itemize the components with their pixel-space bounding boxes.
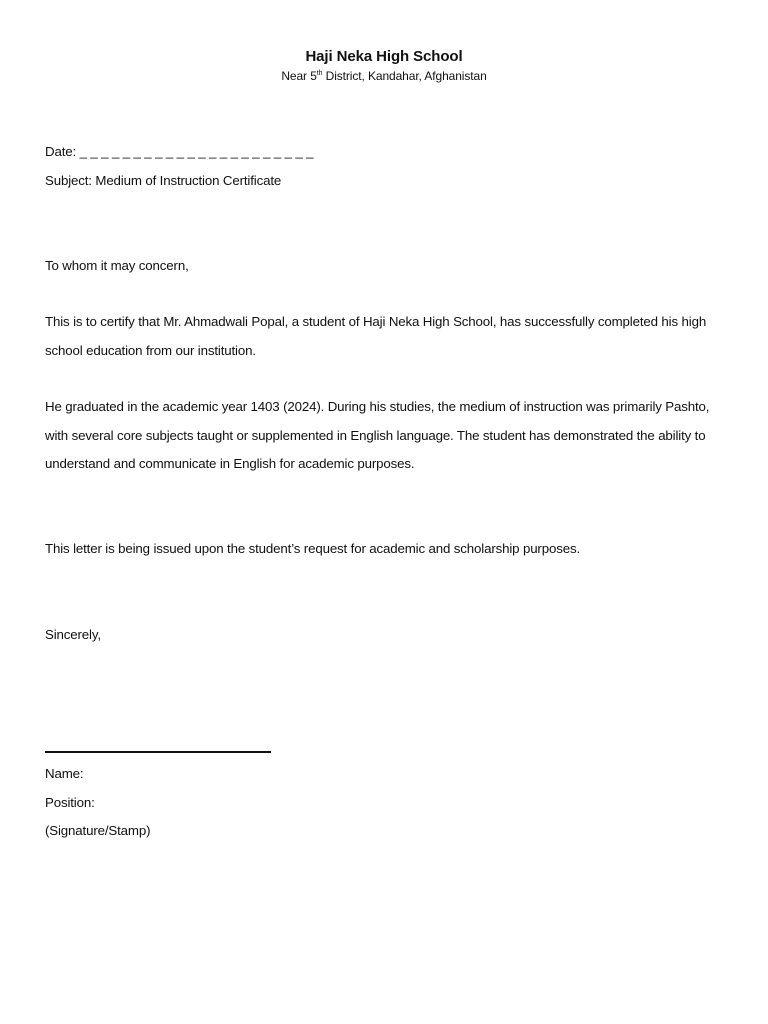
position-label: Position: <box>45 795 95 810</box>
school-address <box>0 69 768 83</box>
address-ordinal-suffix: th <box>316 70 323 77</box>
subject-line: Subject: Medium of Instruction Certificate <box>45 173 282 188</box>
paragraph-certification: This is to certify that Mr. Ahmadwali Popal, a student of Haji Neka High School, has successfully completed his high school education from our institution. <box>45 314 707 358</box>
school-name: Haji Neka High School <box>305 48 463 65</box>
name-label: Name: <box>45 766 84 781</box>
date-line: Date: _ _ _ _ _ _ _ _ _ _ _ _ _ _ _ _ _ _ _ _ _ _ <box>45 144 314 159</box>
address-suffix: District, Kandahar, Afghanistan <box>322 69 487 83</box>
signature-stamp-label: (Signature/Stamp) <box>45 823 151 838</box>
address-prefix: Near 5 <box>281 69 317 83</box>
paragraph-purpose: This letter is being issued upon the student’s request for academic and scholarship purposes. <box>45 541 580 556</box>
closing: Sincerely, <box>45 627 101 642</box>
paragraph-medium-of-instruction: He graduated in the academic year 1403 (2024). During his studies, the medium of instruction was primarily Pashto, with several core subjects taught or supplemented in English language. The student has demonstrated the ability to understand and communicate in English for academic purposes. <box>45 399 710 471</box>
salutation: To whom it may concern, <box>45 258 189 273</box>
signature-line <box>45 751 271 753</box>
